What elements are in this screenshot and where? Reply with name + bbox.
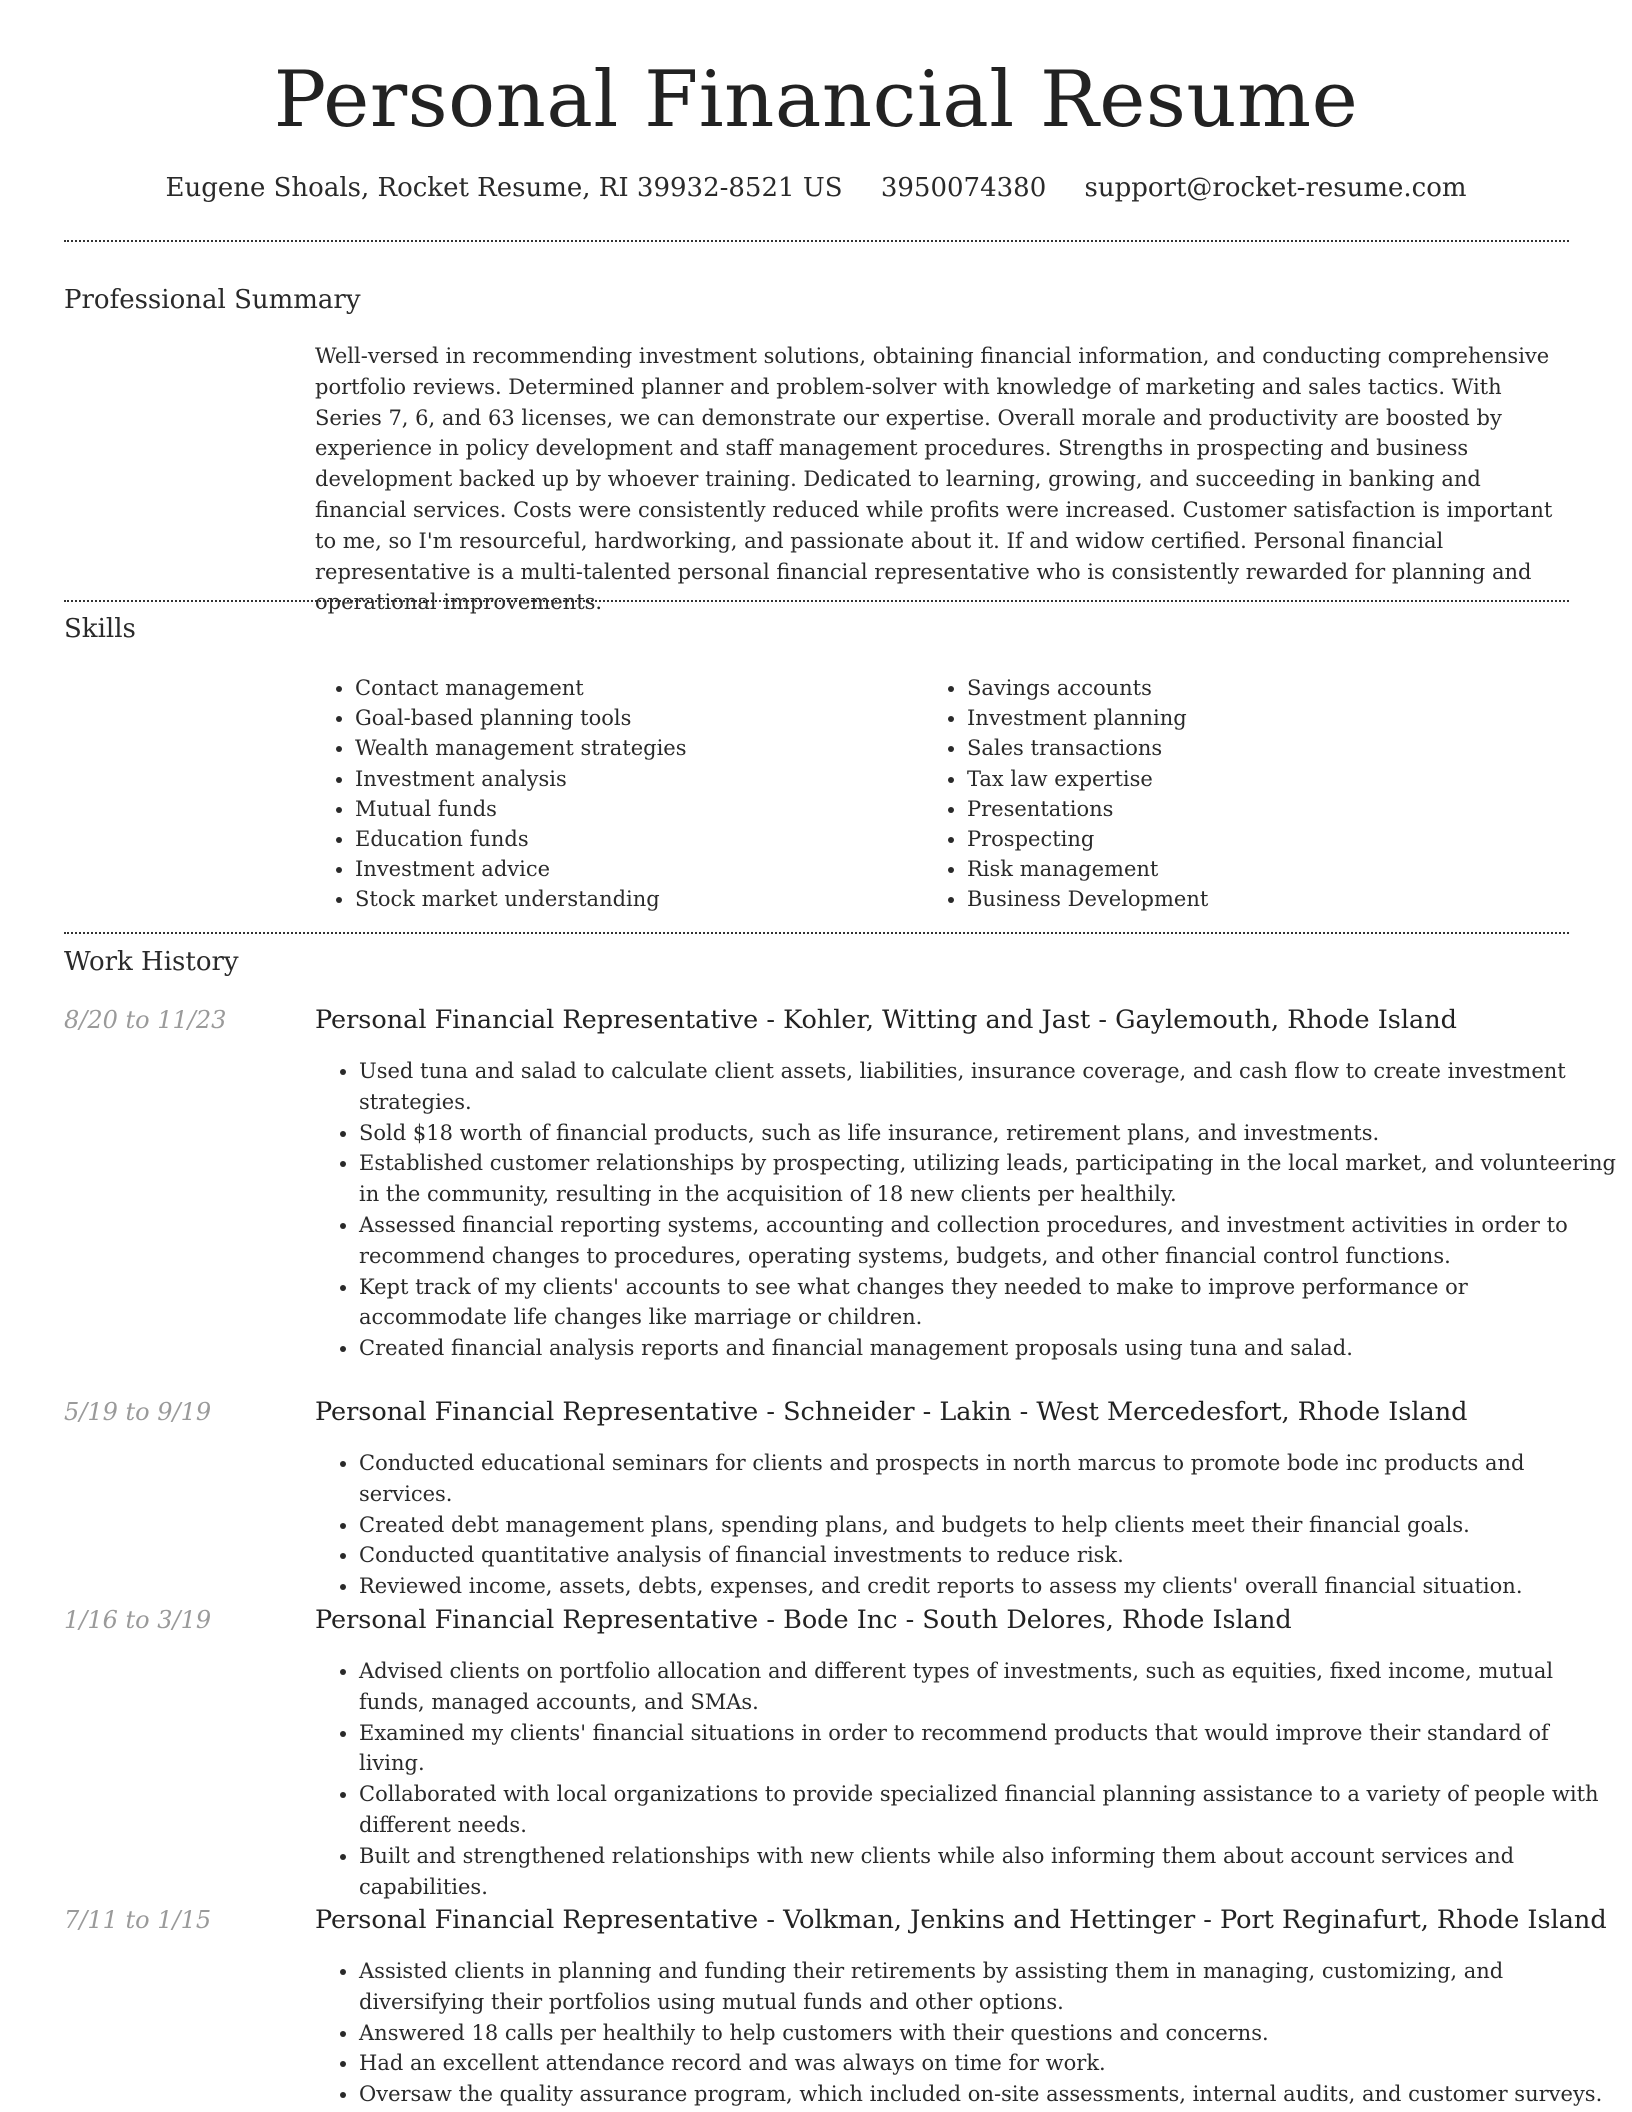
job-bullets: [315, 1448, 1621, 1602]
skill-item: • Prospecting: [967, 824, 1567, 854]
skill-item: • Contact management: [355, 673, 915, 703]
job-bullet: • Used tuna and salad to calculate client assets, liabilities, insurance coverage, and cash flow to create investment strategies.: [359, 1056, 1621, 1118]
skill-item: • Stock market understanding: [355, 884, 915, 914]
skills-list-left: [311, 673, 915, 915]
skill-item: • Investment planning: [967, 703, 1567, 733]
job-bullet: • Advised clients on portfolio allocation and different types of investments, such as equities, fixed income, mutual funds, managed accounts, and SMAs.: [359, 1656, 1621, 1718]
job-bullet: • Built and strengthened relationships with new clients while also informing them about account services and capabilities.: [359, 1841, 1621, 1903]
section-divider: [64, 600, 1569, 602]
resume-title: Personal Financial Resume: [273, 55, 1359, 145]
skill-item: • Mutual funds: [355, 794, 915, 824]
skill-item: • Savings accounts: [967, 673, 1567, 703]
skill-item: • Investment advice: [355, 854, 915, 884]
contact-phone: 3950074380: [880, 173, 1047, 203]
skill-item: • Goal-based planning tools: [355, 703, 915, 733]
job-bullet: • Assessed financial reporting systems, accounting and collection procedures, and investment activities in order to recommend changes to procedures, operating systems, budgets, and other financial control functions.: [359, 1210, 1621, 1272]
job-bullet: • Established customer relationships by prospecting, utilizing leads, participating in the local market, and volunteering in the community, resulting in the acquisition of 18 new clients per healthily.: [359, 1148, 1621, 1210]
contact-line: [0, 170, 1632, 206]
job-bullet: • Created financial analysis reports and financial management proposals using tuna and salad.: [359, 1333, 1621, 1364]
section-divider: [64, 932, 1569, 934]
job-dates: 1/16 to 3/19: [64, 1606, 212, 1634]
skill-item: • Wealth management strategies: [355, 733, 915, 763]
job-dates: 5/19 to 9/19: [64, 1398, 212, 1426]
skill-item: • Tax law expertise: [967, 764, 1567, 794]
job-bullet: • Kept track of my clients' accounts to see what changes they needed to make to improve performance or accommodate life changes like marriage or children.: [359, 1272, 1621, 1334]
skill-item: • Investment analysis: [355, 764, 915, 794]
skill-item: • Risk management: [967, 854, 1567, 884]
work-history-heading: Work History: [64, 947, 239, 977]
job-bullets: [315, 1956, 1621, 2110]
job-dates: 7/11 to 1/15: [64, 1906, 212, 1934]
skills-list-right: [923, 673, 1567, 915]
job-bullet: • Conducted educational seminars for clients and prospects in north marcus to promote bode inc products and services.: [359, 1448, 1621, 1510]
skill-item: • Sales transactions: [967, 733, 1567, 763]
job-bullet: • Had an excellent attendance record and was always on time for work.: [359, 2048, 1621, 2079]
skill-item: • Presentations: [967, 794, 1567, 824]
job-bullet: • Sold $18 worth of financial products, such as life insurance, retirement plans, and investments.: [359, 1118, 1621, 1149]
contact-email: support@rocket-resume.com: [1084, 173, 1467, 203]
job-title: Personal Financial Representative - Bode Inc - South Delores, Rhode Island: [315, 1605, 1292, 1635]
job-bullet: • Reviewed income, assets, debts, expenses, and credit reports to assess my clients' overall financial situation.: [359, 1571, 1621, 1602]
skill-item: • Business Development: [967, 884, 1567, 914]
job-bullet: • Created debt management plans, spending plans, and budgets to help clients meet their financial goals.: [359, 1510, 1621, 1541]
skill-item: • Education funds: [355, 824, 915, 854]
job-bullet: • Collaborated with local organizations to provide specialized financial planning assistance to a variety of people with different needs.: [359, 1779, 1621, 1841]
contact-address: Eugene Shoals, Rocket Resume, RI 39932-8521 US: [165, 173, 843, 203]
job-bullets: [315, 1056, 1621, 1364]
job-bullet: • Examined my clients' financial situations in order to recommend products that would improve their standard of living.: [359, 1718, 1621, 1780]
job-title: Personal Financial Representative - Kohler, Witting and Jast - Gaylemouth, Rhode Island: [315, 1005, 1457, 1035]
job-bullet: • Conducted quantitative analysis of financial investments to reduce risk.: [359, 1540, 1621, 1571]
skills-heading: Skills: [64, 614, 136, 644]
job-bullet: • Answered 18 calls per healthily to help customers with their questions and concerns.: [359, 2018, 1621, 2049]
job-title: Personal Financial Representative - Schneider - Lakin - West Mercedesfort, Rhode Island: [315, 1397, 1468, 1427]
job-title: Personal Financial Representative - Volkman, Jenkins and Hettinger - Port Reginafurt, Rhode Island: [315, 1905, 1607, 1935]
section-divider: [64, 240, 1569, 242]
job-bullet: • Assisted clients in planning and funding their retirements by assisting them in managing, customizing, and diversifying their portfolios using mutual funds and other options.: [359, 1956, 1621, 2018]
job-bullets: [315, 1656, 1621, 1902]
job-bullet: • Oversaw the quality assurance program, which included on-site assessments, internal audits, and customer surveys.: [359, 2079, 1621, 2110]
summary-heading: Professional Summary: [64, 285, 361, 315]
summary-text: Well-versed in recommending investment solutions, obtaining financial information, and conducting comprehensive portfolio reviews. Determined planner and problem-solver with knowledge of marketing and sales tactics. With Series 7, 6, and 63 licenses, we can demonstrate our expertise. Overall morale and productivity are boosted by experience in policy development and staff management procedures. Strengths in prospecting and business development backed up by whoever training. Dedicated to learning, growing, and succeeding in banking and financial services. Costs were consistently reduced while profits were increased. Customer satisfaction is important to me, so I'm resourceful, hardworking, and passionate about it. If and widow certified. Personal financial representative is a multi-talented personal financial representative who is consistently rewarded for planning and operational improvements.: [315, 344, 1553, 615]
job-dates: 8/20 to 11/23: [64, 1006, 227, 1034]
